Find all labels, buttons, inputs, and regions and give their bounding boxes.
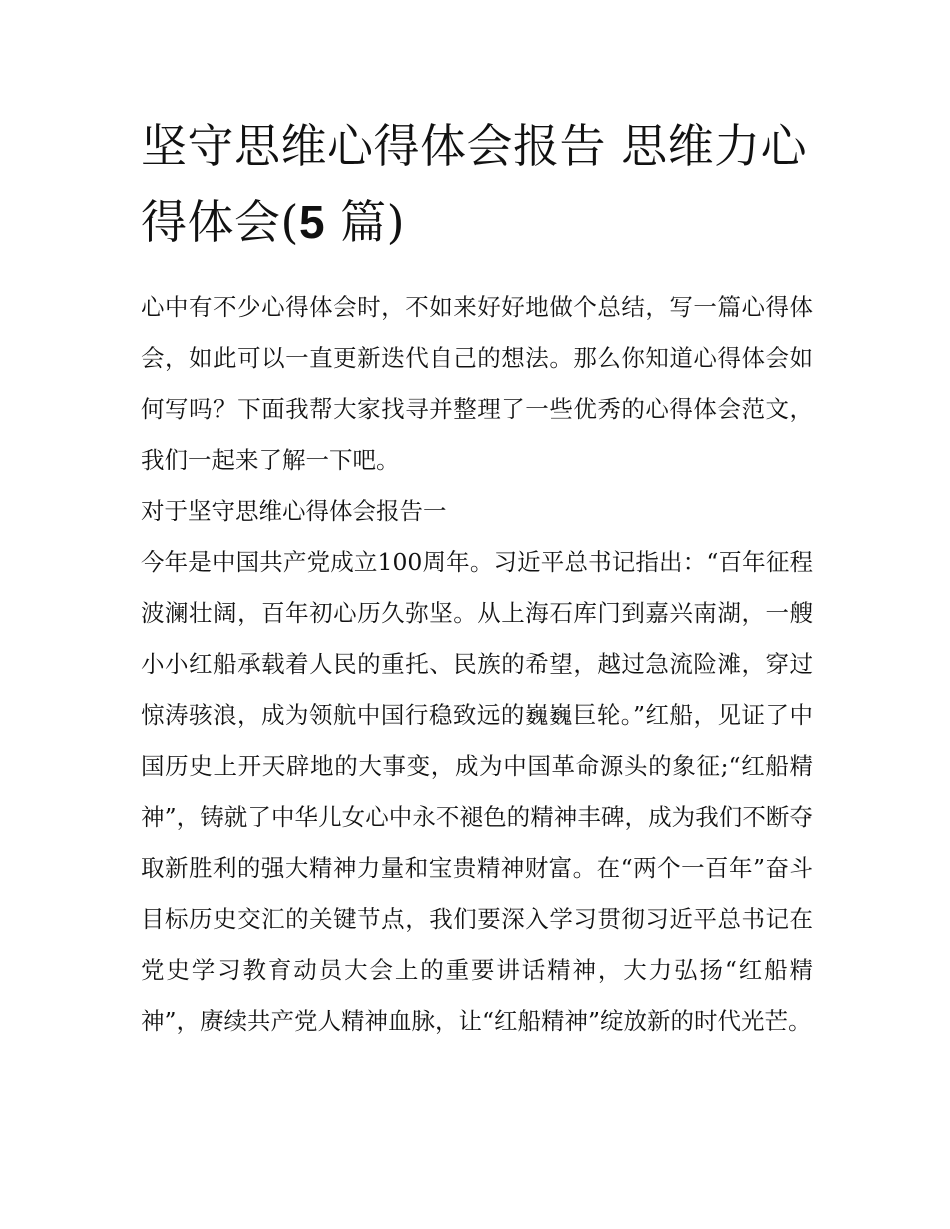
title-number: 5 <box>298 196 326 248</box>
title-text: 坚守思维心得体会报告 思维力心得体会( <box>141 119 808 249</box>
title-suffix: 篇) <box>325 195 406 249</box>
section-heading: 对于坚守思维心得体会报告一 <box>141 497 447 525</box>
intro-paragraph: 心中有不少心得体会时，不如来好好地做个总结，写一篇心得体会，如此可以一直更新迭代自己的想法。那么你知道心得体会如何写吗？下面我帮大家找寻并整理了一些优秀的心得体会范文，我们一起来了解一下吧。 <box>141 293 813 474</box>
document-body <box>141 282 813 1047</box>
body-paragraph: 今年是中国共产党成立100周年。习近平总书记指出：“百年征程波澜壮阔，百年初心历久弥坚。从上海石库门到嘉兴南湖，一艘小小红船承载着人民的重托、民族的希望，越过急流险滩，穿过惊涛骇浪，成为领航中国行稳致远的巍巍巨轮。”红船，见证了中国历史上开天辟地的大事变，成为中国革命源头的象征;“红船精神”，铸就了中华儿女心中永不褪色的精神丰碑，成为我们不断夺取新胜利的强大精神力量和宝贵精神财富。在“两个一百年”奋斗目标历史交汇的关键节点，我们要深入学习贯彻习近平总书记在党史学习教育动员大会上的重要讲话精神，大力弘扬“红船精神”，赓续共产党人精神血脉，让“红船精神”绽放新的时代光芒。 <box>141 548 813 1035</box>
document-title <box>141 108 813 260</box>
document-content <box>141 108 813 1047</box>
